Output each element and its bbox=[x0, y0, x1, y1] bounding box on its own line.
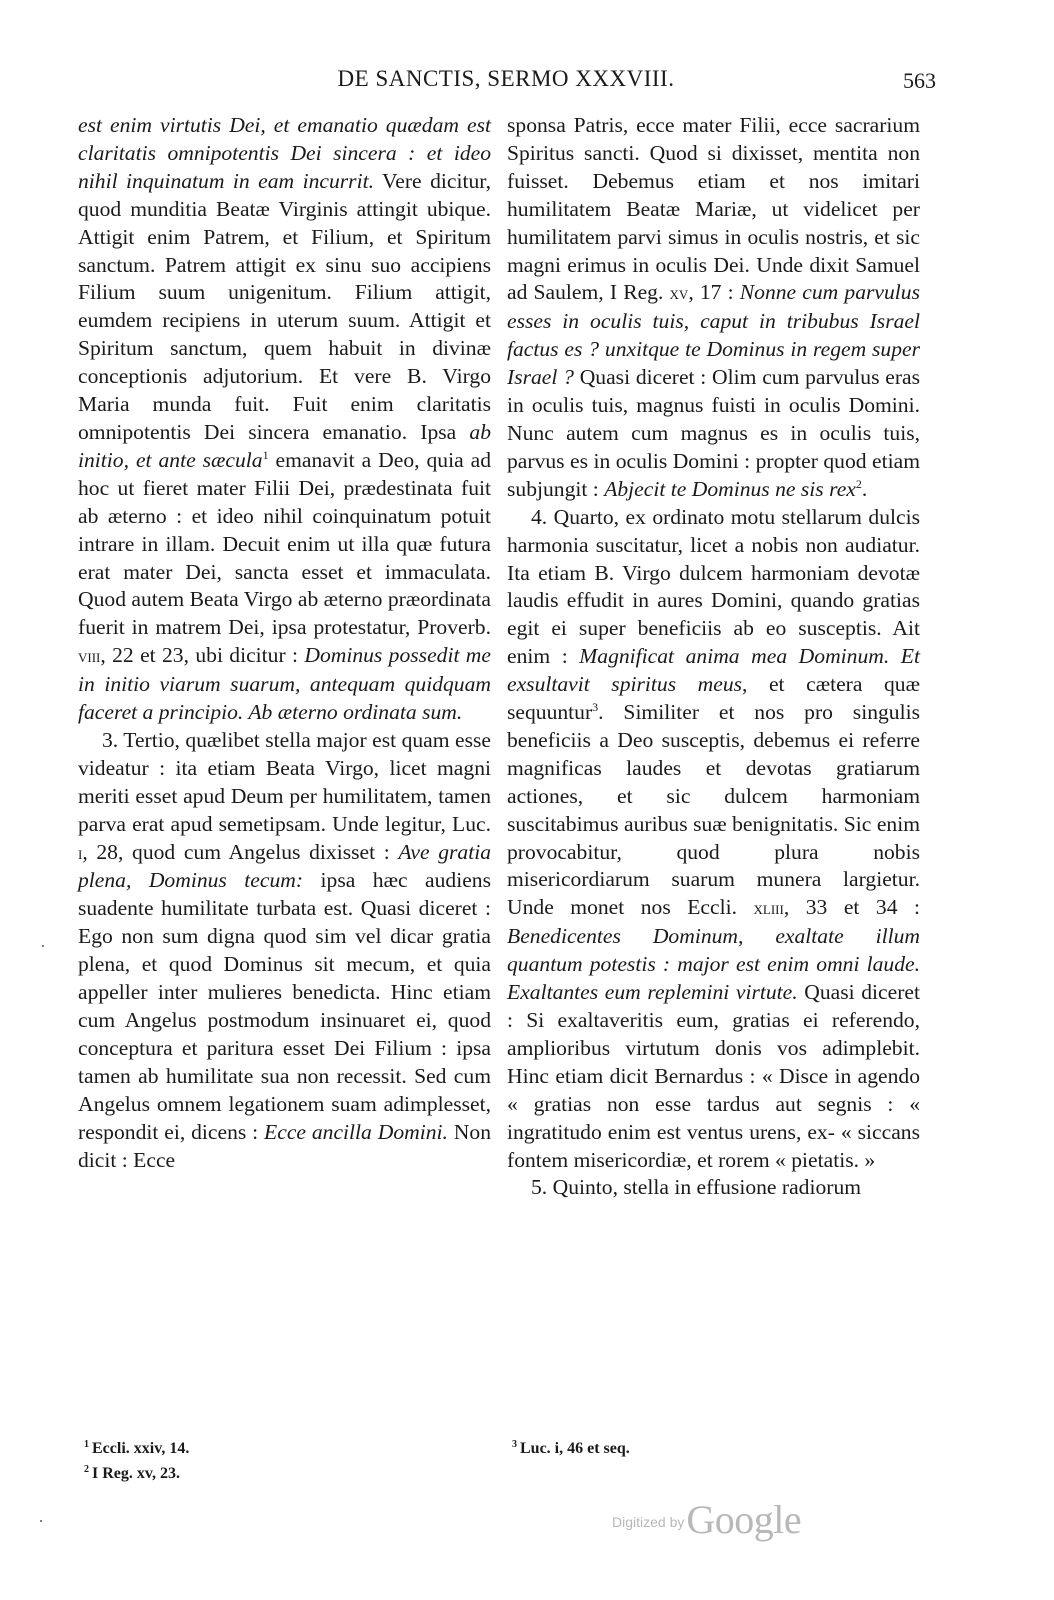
footnote-mark: 3 bbox=[512, 1438, 517, 1450]
body-text: , 33 et 34 : bbox=[783, 895, 920, 920]
running-title: DE SANCTIS, SERMO XXXVIII. bbox=[337, 66, 675, 91]
footnotes-right bbox=[512, 1436, 630, 1461]
page-header bbox=[76, 66, 936, 100]
body-text: , 28, quod cum Angelus dixisset : bbox=[82, 839, 399, 864]
footnote-ref: 3 bbox=[592, 699, 599, 714]
footnote-text: Eccli. xxiv, 14. bbox=[92, 1440, 190, 1457]
body-text: Vere dicitur, quod munditia Beatæ Virginis attingit ubique. Attigit enim Patrem, et Filium, et Spiritum sanctum. Patrem attigit ex sinu suo accipiens Filium suum unigenitum. Filium attigit, eumdem recipiens in uterum suum. Attigit et Spiritum sanctum, quem habuit in divinæ conceptionis adjutorium. Et vere B. Virgo Maria munda fuit. Fuit enim claritatis omnipotentis Dei sincera emanatio. Ipsa bbox=[78, 168, 491, 444]
chapter-numeral: xliii bbox=[753, 898, 784, 920]
page-number: 563 bbox=[903, 68, 936, 93]
footnote-text: Luc. i, 46 et seq. bbox=[520, 1440, 630, 1457]
body-text: , 22 et 23, ubi dicitur : bbox=[100, 643, 305, 668]
scripture-quote: Benedicentes Dominum, exaltate illum quantum potestis : major est enim omni laude. Exaltantes eum replemini virtute. bbox=[507, 924, 920, 1005]
scripture-quote: Ecce ancilla Domini. bbox=[264, 1119, 448, 1144]
scripture-quote: ab initio, et ante sæcula bbox=[78, 419, 491, 472]
paragraph bbox=[507, 112, 920, 504]
paragraph bbox=[507, 504, 920, 1175]
chapter-numeral: i bbox=[78, 842, 83, 864]
footnote-ref: 2 bbox=[855, 476, 862, 491]
chapter-numeral: viii bbox=[78, 646, 101, 668]
google-logo: Google bbox=[686, 1497, 802, 1542]
digitization-watermark bbox=[612, 1496, 801, 1543]
body-text: emanavit a Deo, quia ad hoc ut fieret mater Filii Dei, prædestinata fuit ab æterno : et ideo nihil coinquinatum potuit intrare in illam. Decuit enim ut illa quæ futura erat mater Dei, sancta esset et immaculata. Quod autem Beata Virgo ab æterno præordinata fuerit in matrem Dei, ipsa protestatur, Proverb. bbox=[78, 447, 491, 640]
scripture-quote: Ave gratia plena, Dominus tecum: bbox=[78, 839, 491, 893]
chapter-numeral: xv bbox=[669, 283, 689, 305]
scripture-quote: Abjecit te Dominus ne sis rex bbox=[604, 476, 856, 501]
body-text: , et cætera quæ sequuntur bbox=[507, 672, 920, 725]
scan-speck bbox=[42, 945, 44, 947]
left-column bbox=[78, 112, 491, 1174]
footnote-mark: 1 bbox=[84, 1438, 89, 1450]
body-text: Non dicit : Ecce bbox=[78, 1119, 491, 1172]
footnote bbox=[512, 1436, 630, 1461]
body-text: , 17 : bbox=[688, 280, 740, 305]
body-text: . bbox=[861, 476, 868, 501]
footnote-mark: 2 bbox=[84, 1463, 89, 1475]
body-text: ipsa hæc audiens suadente humilitate turbata est. Quasi diceret : Ego non sum digna quod sim vel dicar gratia plena, et quod Dominus sit mecum, et quia appeller inter mulieres benedicta. Hinc etiam cum Angelus postmodum insinuaret ei, quod conceptura et paritura esset Dei Filium : ipsa tamen ab humilitate sua non recessit. Sed cum Angelus omnem legationem suam adimplesset, respondit ei, dicens : bbox=[78, 868, 491, 1144]
body-text: 5. Quinto, stella in effusione radiorum bbox=[531, 1175, 862, 1200]
paragraph bbox=[78, 112, 491, 727]
scan-speck bbox=[40, 1520, 42, 1522]
body-text: . Similiter et nos pro singulis beneficiis a Deo susceptis, debemus ei referre magnificas laudes et devotas gratiarum actiones, et sic dulcem harmoniam suscitabimus auribus suæ benignitatis. Sic enim provocabitur, quod plura nobis misericordiarum suarum munera largietur. Unde monet nos Eccli. bbox=[507, 700, 920, 920]
scripture-quote: est enim virtutis Dei, et emanatio quædam est claritatis omnipotentis Dei sincera : et ideo nihil inquinatum in eam incurrit. bbox=[78, 113, 491, 193]
paragraph bbox=[78, 727, 491, 1175]
paragraph bbox=[507, 1174, 920, 1202]
footnotes-left bbox=[84, 1436, 189, 1486]
footnote-ref: 1 bbox=[262, 447, 269, 462]
body-text: Quasi diceret : Si exaltaveritis eum, gratias ei referendo, amplioribus virtutum donis vos adimplebit. Hinc etiam dicit Bernardus : « Disce in agendo « gratias non esse tardus aut segnis : « ingratitudo enim est ventus urens, ex- « siccans fontem misericordiæ, et rorem « pietatis. » bbox=[507, 980, 920, 1172]
body-text: 3. Tertio, quælibet stella major est quam esse videatur : ita etiam Beata Virgo, licet magni meriti esset apud Deum per humilitatem, tamen parva erat apud semetipsam. Unde legitur, Luc. bbox=[78, 727, 491, 836]
body-text: 4. Quarto, ex ordinato motu stellarum dulcis harmonia suscitatur, licet a nobis non audiatur. Ita etiam B. Virgo dulcem harmoniam devotæ laudis effudit in aures Domini, quando gratias egit ei super beneficiis ab eo susceptis. Ait enim : bbox=[507, 504, 920, 669]
right-column bbox=[507, 112, 920, 1202]
scripture-quote: Magnificat anima mea Dominum. Et exsultavit spiritus meus bbox=[507, 644, 920, 697]
watermark-prefix: Digitized by bbox=[612, 1514, 685, 1530]
footnote-text: I Reg. xv, 23. bbox=[92, 1465, 180, 1482]
footnote bbox=[84, 1461, 189, 1486]
body-text: sponsa Patris, ecce mater Filii, ecce sacrarium Spiritus sancti. Quod si dixisset, mentita non fuisset. Debemus etiam et nos imitari humilitatem Beatæ Mariæ, ut videlicet per humilitatem parvi simus in oculis nostris, et sic magni erimus in oculis Dei. Unde dixit Samuel ad Saulem, I Reg. bbox=[507, 113, 920, 305]
footnote bbox=[84, 1436, 189, 1461]
scripture-quote: Nonne cum parvulus esses in oculis tuis, caput in tribubus Israel factus es ? unxitque te Dominus in regem super Israel ? bbox=[507, 280, 920, 390]
body-text: Quasi diceret : Olim cum parvulus eras in oculis tuis, magnus fuisti in oculis Domini. Nunc autem cum magnus es in oculis tuis, parvus es in oculis Domini : propter quod etiam subjungit : bbox=[507, 365, 921, 501]
scripture-quote: Dominus possedit me in initio viarum suarum, antequam quidquam faceret a principio. Ab æterno ordinata sum. bbox=[78, 643, 491, 725]
